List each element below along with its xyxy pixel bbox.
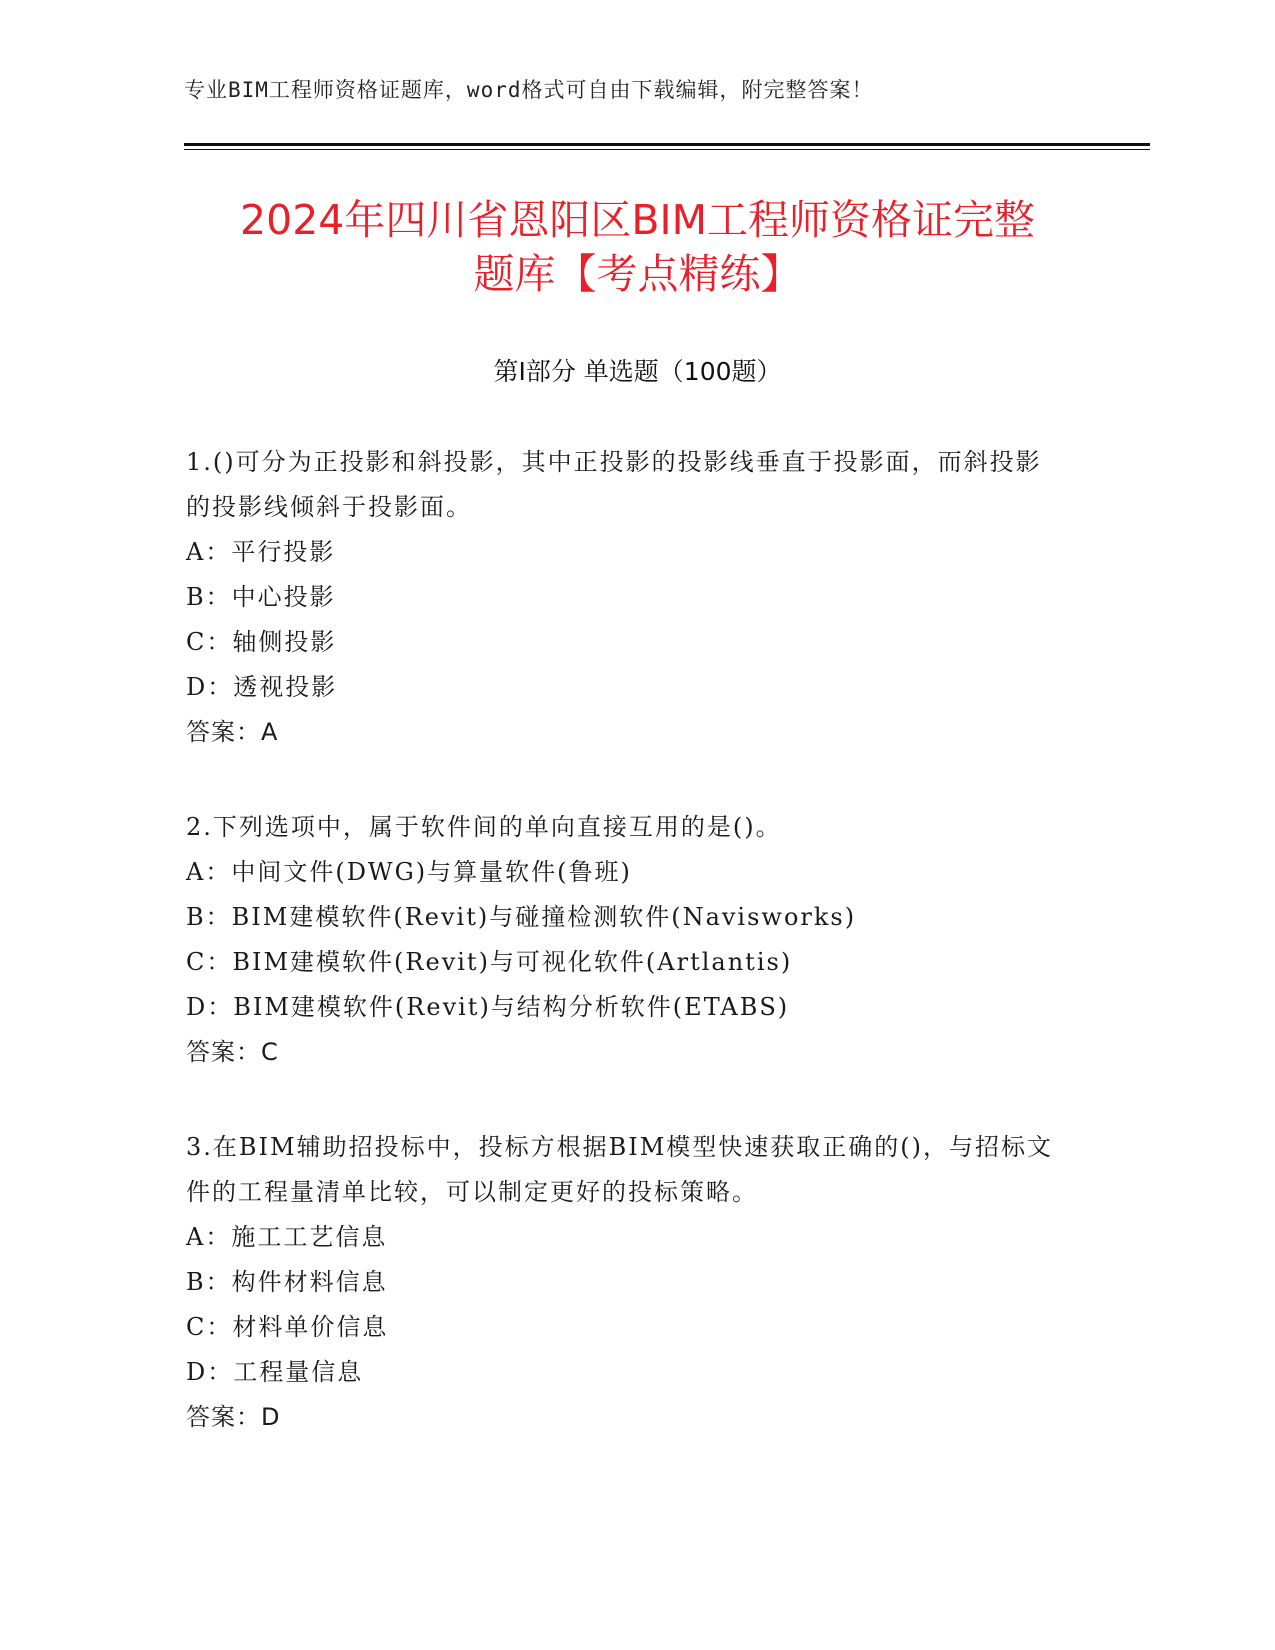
header-note: 专业BIM工程师资格证题库，word格式可自由下载编辑，附完整答案！ [184,78,874,102]
document-title-line1: 2024年四川省恩阳区BIM工程师资格证完整 [240,196,1035,244]
question-1 [186,440,1066,755]
question-stem: 2.下列选项中，属于软件间的单向直接互用的是()。 [186,813,782,841]
document-title [150,193,1125,301]
answer: 答案：A [186,718,279,746]
option-b: B：BIM建模软件(Revit)与碰撞检测软件(Navisworks) [186,903,857,931]
option-c: C：轴侧投影 [186,628,337,656]
question-stem: 3.在BIM辅助招投标中，投标方根据BIM模型快速获取正确的()，与招标文件的工程量清单比较，可以制定更好的投标策略。 [186,1133,1054,1206]
option-a: A：平行投影 [186,538,336,566]
answer: 答案：D [186,1403,281,1431]
header-divider-thin [184,149,1150,150]
option-d: D：BIM建模软件(Revit)与结构分析软件(ETABS) [186,993,790,1021]
question-2 [186,805,1066,1075]
option-a: A：施工工艺信息 [186,1223,388,1251]
option-b: B：构件材料信息 [186,1268,388,1296]
option-a: A：中间文件(DWG)与算量软件(鲁班) [186,858,632,886]
option-c: C：材料单价信息 [186,1313,389,1341]
section-heading: 第Ⅰ部分 单选题（100题） [493,357,782,386]
option-c: C：BIM建模软件(Revit)与可视化软件(Artlantis) [186,948,793,976]
option-d: D：工程量信息 [186,1358,364,1386]
option-d: D：透视投影 [186,673,338,701]
question-3 [186,1125,1066,1440]
header-divider-thick [184,143,1150,146]
answer: 答案：C [186,1038,279,1066]
document-title-line2: 题库【考点精练】 [473,250,802,298]
option-b: B：中心投影 [186,583,336,611]
question-stem: 1.()可分为正投影和斜投影，其中正投影的投影线垂直于投影面，而斜投影的投影线倾斜于投影面。 [186,448,1042,521]
